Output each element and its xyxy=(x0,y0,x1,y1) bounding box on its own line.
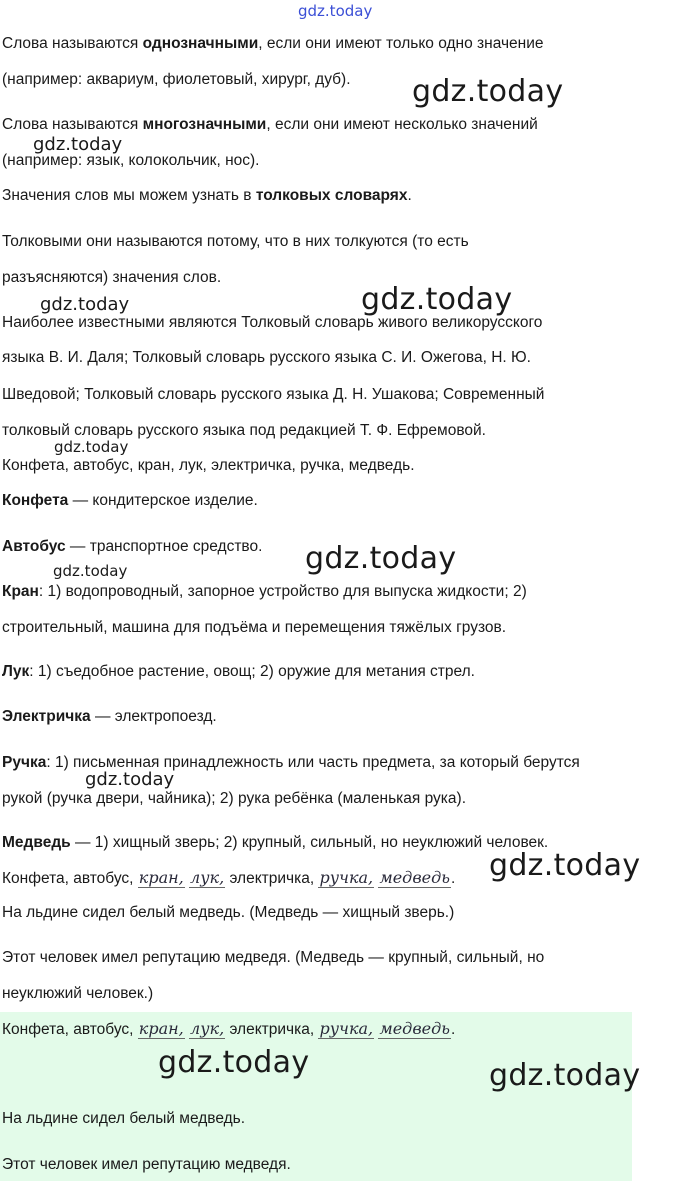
term: Кран xyxy=(2,583,39,600)
definition-kran xyxy=(2,582,527,602)
text: . xyxy=(450,870,456,887)
text: Слова называются xyxy=(2,35,143,52)
text: , если они имеют несколько значений xyxy=(266,116,538,133)
paragraph-famous-l2: языка В. И. Даля; Толковый словарь русского языка С. И. Ожегова, Н. Ю. xyxy=(2,349,531,366)
text: Конфета, xyxy=(2,870,69,887)
text: — электропоезд. xyxy=(90,708,217,725)
text: электричка, xyxy=(225,1021,319,1038)
handwritten-word-kran: кран, xyxy=(138,868,184,887)
term-dictionaries: толковых словарях xyxy=(255,187,408,204)
handwritten-word-luk: лук, xyxy=(190,1019,225,1038)
example-sentence-2-l1: Этот человек имел репутацию медведя. (Медведь — крупный, сильный, но xyxy=(2,949,545,966)
handwritten-word-medved: медведь xyxy=(379,868,450,887)
watermark: gdz.today xyxy=(298,2,373,20)
text: автобус, xyxy=(68,870,138,887)
definition-luk xyxy=(2,662,475,682)
text: , если они имеют только одно значение xyxy=(258,35,544,52)
definition-kran-l2: строительный, машина для подъёма и перемещения тяжёлых грузов. xyxy=(2,619,507,636)
paragraph-famous-l4: толковый словарь русского языка под редакцией Т. Ф. Ефремовой. xyxy=(2,422,486,439)
paragraph-explanation-l1: Толковыми они называются потому, что в них толкуются (то есть xyxy=(2,233,469,250)
text: . xyxy=(450,1021,456,1038)
answer-words-underlined xyxy=(2,868,455,889)
watermark: gdz.today xyxy=(489,1058,641,1093)
watermark: gdz.today xyxy=(158,1045,310,1080)
text: — 1) хищный зверь; 2) крупный, сильный, но неуклюжий человек. xyxy=(70,834,549,851)
paragraph-multi-meaning-examples: (например: язык, колокольчик, нос). xyxy=(2,152,260,169)
example-sentence-1: На льдине сидел белый медведь. (Медведь — хищный зверь.) xyxy=(2,904,455,921)
text: . xyxy=(407,187,412,204)
handwritten-word-ruchka: ручка, xyxy=(319,868,374,887)
paragraph-multi-meaning xyxy=(2,115,538,135)
watermark: gdz.today xyxy=(412,74,564,109)
text: : 1) письменная принадлежность или часть предмета, за который берутся xyxy=(46,754,580,771)
answer-box-sentence-2: Этот человек имел репутацию медведя. xyxy=(2,1156,291,1173)
text: : 1) съедобное растение, овощ; 2) оружие для метания стрел. xyxy=(29,663,475,680)
handwritten-word-ruchka: ручка, xyxy=(319,1019,374,1038)
watermark: gdz.today xyxy=(54,438,129,456)
handwritten-word-medved: медведь xyxy=(379,1019,450,1038)
handwritten-word-luk: лук, xyxy=(190,868,225,887)
term: Автобус xyxy=(2,538,66,555)
definition-medved xyxy=(2,833,548,853)
definition-avtobus xyxy=(2,537,262,557)
term: Конфета xyxy=(2,492,69,509)
term: Лук xyxy=(2,663,30,680)
watermark: gdz.today xyxy=(33,134,123,155)
text: Конфета, xyxy=(2,1021,69,1038)
paragraph-famous-l3: Шведовой; Толковый словарь русского языка Д. Н. Ушакова; Современный xyxy=(2,386,545,403)
text: — транспортное средство. xyxy=(65,538,263,555)
task-words-line: Конфета, автобус, кран, лук, электричка, ручка, медведь. xyxy=(2,457,415,474)
definition-konfeta xyxy=(2,491,258,511)
term: Электричка xyxy=(2,708,91,725)
watermark: gdz.today xyxy=(53,562,128,580)
paragraph-single-meaning xyxy=(2,34,544,54)
term-multi-meaning: многозначными xyxy=(142,116,267,133)
paragraph-dictionaries xyxy=(2,186,412,206)
definition-elektrichka xyxy=(2,707,217,727)
text: автобус, xyxy=(68,1021,138,1038)
paragraph-single-meaning-examples: (например: аквариум, фиолетовый, хирург, дуб). xyxy=(2,71,351,88)
text: Слова называются xyxy=(2,116,143,133)
answer-box-words xyxy=(2,1019,455,1040)
definition-ruchka-l2: рукой (ручка двери, чайника); 2) рука ребёнка (маленькая рука). xyxy=(2,790,467,807)
text: : 1) водопроводный, запорное устройство для выпуска жидкости; 2) xyxy=(38,583,527,600)
term-single-meaning: однозначными xyxy=(142,35,259,52)
term: Ручка xyxy=(2,754,47,771)
handwritten-word-kran: кран, xyxy=(138,1019,184,1038)
paragraph-explanation-l2: разъясняются) значения слов. xyxy=(2,269,222,286)
watermark: gdz.today xyxy=(40,294,130,315)
text: электричка, xyxy=(225,870,319,887)
watermark: gdz.today xyxy=(489,848,641,883)
text: Значения слов мы можем узнать в xyxy=(2,187,256,204)
watermark: gdz.today xyxy=(305,541,457,576)
paragraph-famous-l1: Наиболее известными являются Толковый словарь живого великорусского xyxy=(2,314,543,331)
answer-box-sentence-1: На льдине сидел белый медведь. xyxy=(2,1110,246,1127)
text: — кондитерское изделие. xyxy=(68,492,258,509)
term: Медведь xyxy=(2,834,71,851)
watermark: gdz.today xyxy=(85,769,175,790)
example-sentence-2-l2: неуклюжий человек.) xyxy=(2,985,154,1002)
watermark: gdz.today xyxy=(361,282,513,317)
